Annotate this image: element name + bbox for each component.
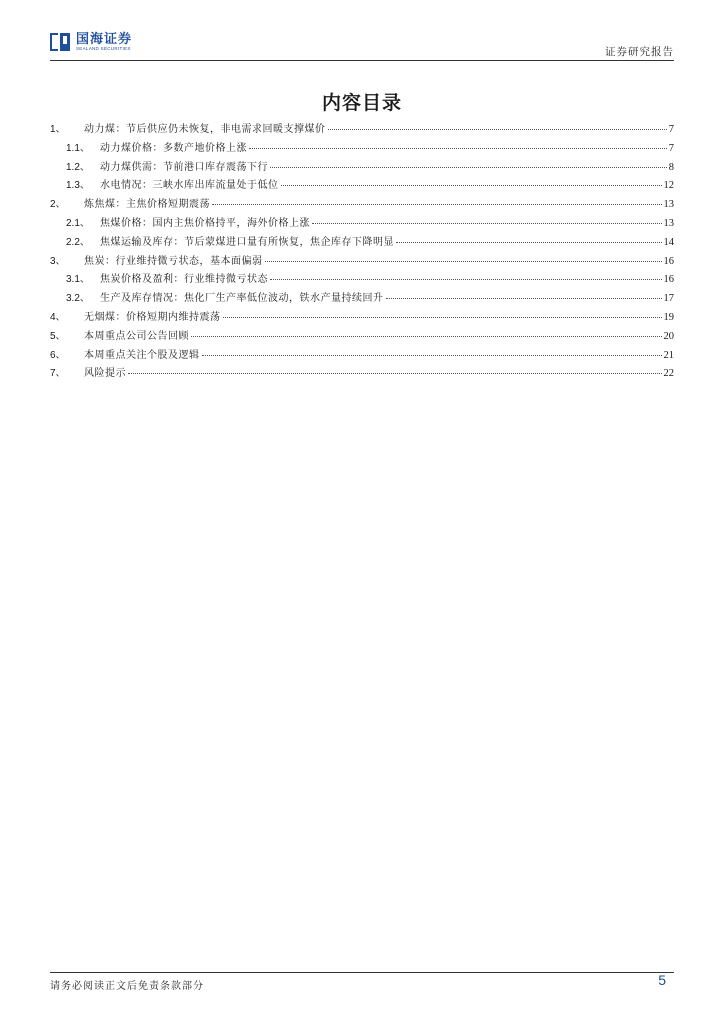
toc-entry-title: 本周重点关注个股及逻辑 xyxy=(84,349,200,361)
toc-entry[interactable] xyxy=(50,233,674,252)
logo-chinese-name: 国海证券 xyxy=(76,31,133,47)
toc-leader-dots xyxy=(202,355,662,356)
toc-entry-title: 本周重点公司公告回顾 xyxy=(84,330,189,342)
toc-entry-number: 1.1、 xyxy=(66,142,90,154)
toc-entry-number: 3.1、 xyxy=(66,274,90,286)
toc-leader-dots xyxy=(281,185,662,186)
toc-entry-page: 8 xyxy=(668,161,674,173)
header-divider xyxy=(50,60,674,61)
toc-entry-number: 1.3、 xyxy=(66,180,90,192)
logo-mark-icon xyxy=(50,32,72,52)
toc-entry-title: 焦煤价格：国内主焦价格持平，海外价格上涨 xyxy=(100,217,310,229)
toc-entry-page: 16 xyxy=(663,274,674,286)
toc-entry[interactable] xyxy=(50,327,674,346)
toc-entry[interactable] xyxy=(50,346,674,365)
toc-leader-dots xyxy=(249,148,667,149)
toc-entry-number: 2、 xyxy=(50,199,66,211)
toc-leader-dots xyxy=(328,129,667,130)
toc-entry[interactable] xyxy=(50,176,674,195)
footer-divider xyxy=(50,972,674,973)
toc-entry-number: 2.2、 xyxy=(66,236,90,248)
toc-entry-number: 4、 xyxy=(50,311,66,323)
toc-entry[interactable] xyxy=(50,214,674,233)
table-of-contents xyxy=(50,120,674,383)
toc-leader-dots xyxy=(270,279,662,280)
toc-entry-title: 无烟煤：价格短期内维持震荡 xyxy=(84,311,221,323)
toc-entry[interactable] xyxy=(50,252,674,271)
toc-entry-number: 6、 xyxy=(50,349,66,361)
toc-leader-dots xyxy=(128,373,662,374)
toc-entry-title: 动力煤价格：多数产地价格上涨 xyxy=(100,142,247,154)
toc-leader-dots xyxy=(212,204,662,205)
toc-leader-dots xyxy=(386,298,662,299)
toc-entry-page: 20 xyxy=(663,330,674,342)
page-number: 5 xyxy=(658,972,666,988)
toc-entry[interactable] xyxy=(50,139,674,158)
toc-leader-dots xyxy=(191,336,662,337)
toc-entry-page: 22 xyxy=(663,368,674,380)
toc-entry-page: 17 xyxy=(663,293,674,305)
toc-entry-number: 3、 xyxy=(50,255,66,267)
toc-leader-dots xyxy=(396,242,662,243)
toc-entry-number: 3.2、 xyxy=(66,293,90,305)
toc-entry-page: 13 xyxy=(663,217,674,229)
toc-entry[interactable] xyxy=(50,364,674,383)
toc-leader-dots xyxy=(312,223,662,224)
toc-entry-title: 动力煤供需：节前港口库存震荡下行 xyxy=(100,161,268,173)
toc-entry[interactable] xyxy=(50,195,674,214)
toc-leader-dots xyxy=(265,261,662,262)
toc-entry-page: 19 xyxy=(663,311,674,323)
toc-leader-dots xyxy=(223,317,662,318)
toc-entry-page: 14 xyxy=(663,236,674,248)
toc-entry-title: 动力煤：节后供应仍未恢复，非电需求回暖支撑煤价 xyxy=(84,124,326,135)
toc-entry-number: 7、 xyxy=(50,368,66,380)
toc-entry-title: 焦炭价格及盈利：行业维持微亏状态 xyxy=(100,274,268,286)
toc-entry[interactable] xyxy=(50,120,674,139)
toc-entry-title: 焦炭：行业维持微亏状态，基本面偏弱 xyxy=(84,255,263,267)
toc-entry-title: 生产及库存情况：焦化厂生产率低位波动，铁水产量持续回升 xyxy=(100,293,384,305)
toc-entry-number: 2.1、 xyxy=(66,217,90,229)
toc-entry-title: 炼焦煤：主焦价格短期震荡 xyxy=(84,199,210,211)
logo-english-name: SEALAND SECURITIES xyxy=(76,45,131,51)
page-header xyxy=(50,28,674,58)
toc-entry[interactable] xyxy=(50,158,674,177)
toc-entry[interactable] xyxy=(50,270,674,289)
toc-title: 内容目录 xyxy=(321,92,402,114)
toc-entry-page: 21 xyxy=(663,349,674,361)
toc-leader-dots xyxy=(270,167,667,168)
toc-entry-title: 水电情况：三峡水库出库流量处于低位 xyxy=(100,180,279,192)
toc-entry-page: 16 xyxy=(663,255,674,267)
company-logo xyxy=(50,32,132,52)
toc-entry-title: 风险提示 xyxy=(84,368,126,380)
toc-entry-title: 焦煤运输及库存：节后蒙煤进口量有所恢复，焦企库存下降明显 xyxy=(100,236,394,248)
toc-entry-number: 5、 xyxy=(50,330,66,342)
toc-entry[interactable] xyxy=(50,308,674,327)
toc-entry[interactable] xyxy=(50,289,674,308)
toc-entry-page: 13 xyxy=(663,199,674,211)
report-type-label: 证券研究报告 xyxy=(605,46,674,58)
toc-entry-page: 7 xyxy=(668,142,674,154)
toc-entry-number: 1、 xyxy=(50,124,66,135)
footer-disclaimer: 请务必阅读正文后免责条款部分 xyxy=(50,981,204,992)
toc-entry-number: 1.2、 xyxy=(66,161,90,173)
toc-entry-page: 12 xyxy=(663,180,674,192)
toc-entry-page: 7 xyxy=(668,124,674,135)
